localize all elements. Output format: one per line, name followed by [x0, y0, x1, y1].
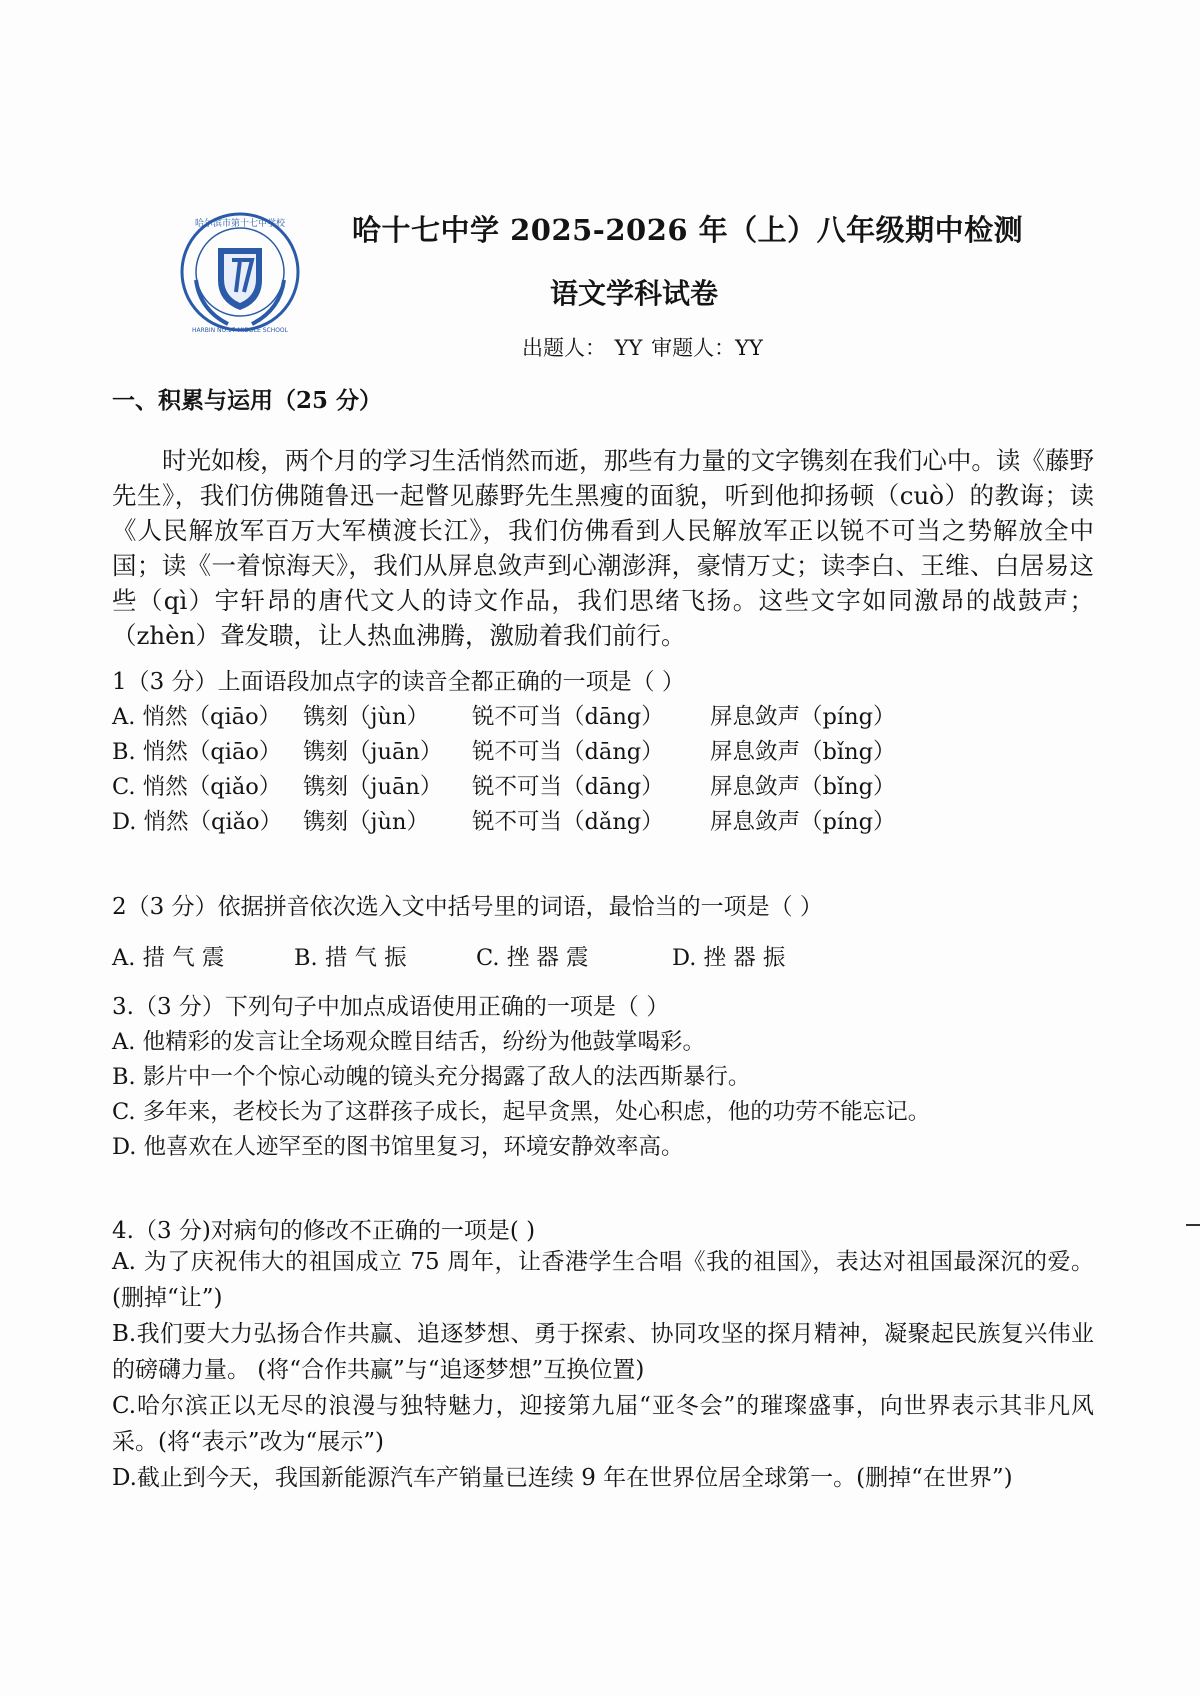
question-1-stem: 1（3 分）上面语段加点字的读音全都正确的一项是（ ） — [112, 669, 685, 695]
q1-option-c-1: C. 悄然（qiǎo） — [112, 774, 282, 800]
exam-authors: 出题人： YY 审题人：YY — [522, 336, 763, 360]
q2-option-c: C. 挫 器 震 — [476, 945, 589, 971]
q1-option-b-2: 镌刻（juān） — [303, 739, 443, 765]
question-4-stem: 4.（3 分)对病句的修改不正确的一项是( ) — [112, 1218, 536, 1244]
q3-option-c: C. 多年来，老校长为了这群孩子成长，起早贪黑，处心积虑，他的功劳不能忘记。 — [112, 1099, 931, 1125]
q1-option-c-2: 镌刻（juān） — [303, 774, 443, 800]
q1-option-d-2: 镌刻（jùn） — [303, 809, 429, 835]
q1-option-c-3: 锐不可当（dāng） — [472, 774, 664, 800]
q4-option-b: B.我们要大力弘扬合作共赢、追逐梦想、勇于探索、协同攻坚的探月精神，凝聚起民族复兴伟业的磅礴力量。 (将“合作共赢”与“追逐梦想”互换位置) — [112, 1321, 1094, 1383]
q4-option-d: D.截止到今天，我国新能源汽车产销量已连续 9 年在世界位居全球第一。(删掉“在世界”) — [112, 1465, 1013, 1491]
q1-option-a-1: A. 悄然（qiāo） — [112, 704, 282, 730]
q4-option-c: C.哈尔滨正以无尽的浪漫与独特魅力，迎接第九届“亚冬会”的璀璨盛事，向世界表示其非凡风采。(将“表示”改为“展示”) — [112, 1393, 1094, 1455]
q1-option-b-3: 锐不可当（dāng） — [472, 739, 664, 765]
q4-option-a: A. 为了庆祝伟大的祖国成立 75 周年，让香港学生合唱《我的祖国》，表达对祖国最深沉的爱。(删掉“让”) — [112, 1249, 1094, 1311]
q1-option-c-4: 屏息敛声（bǐng） — [710, 774, 896, 800]
school-emblem-logo — [178, 210, 303, 335]
q1-option-d-3: 锐不可当（dǎng） — [472, 809, 664, 835]
q1-option-d-4: 屏息敛声（píng） — [710, 809, 896, 835]
q1-option-b-1: B. 悄然（qiāo） — [112, 739, 282, 765]
q2-option-a: A. 措 气 震 — [112, 945, 225, 971]
q1-option-d-1: D. 悄然（qiǎo） — [112, 809, 283, 835]
q3-option-a: A. 他精彩的发言让全场观众瞠目结舌，纷纷为他鼓掌喝彩。 — [112, 1029, 706, 1055]
exam-subtitle: 语文学科试卷 — [550, 277, 719, 310]
svg-text:HARBIN NO.17 MIDDLE SCHOOL: HARBIN NO.17 MIDDLE SCHOOL — [191, 327, 289, 334]
q3-option-d: D. 他喜欢在人迹罕至的图书馆里复习，环境安静效率高。 — [112, 1134, 684, 1160]
question-3-stem: 3.（3 分）下列句子中加点成语使用正确的一项是（ ） — [112, 994, 670, 1020]
q1-option-a-4: 屏息敛声（píng） — [710, 704, 896, 730]
section-heading: 一、积累与运用（25 分） — [112, 387, 383, 414]
svg-text:哈尔滨市第十七中学校: 哈尔滨市第十七中学校 — [194, 219, 286, 229]
q2-option-b: B. 措 气 振 — [294, 945, 407, 971]
q2-option-d: D. 挫 器 振 — [672, 945, 786, 971]
q1-option-b-4: 屏息敛声（bǐng） — [710, 739, 896, 765]
q3-option-b: B. 影片中一个个惊心动魄的镜头充分揭露了敌人的法西斯暴行。 — [112, 1064, 751, 1090]
question-2-stem: 2（3 分）依据拼音依次选入文中括号里的词语，最恰当的一项是（ ） — [112, 894, 823, 920]
page-edge-mark — [1186, 1224, 1200, 1226]
q1-option-a-3: 锐不可当（dāng） — [472, 704, 664, 730]
reading-passage: 时光如梭，两个月的学习生活悄然而逝，那些有力量的文字镌刻在我们心中。读《藤野先生》，我们仿佛随鲁迅一起瞥见藤野先生黑瘦的面貌，听到他抑扬顿（cuò）的教诲；读《人民解放军百万大军横渡长江》，我们仿佛看到人民解放军正以锐不可当之势解放全中国；读《一着惊海天》，我们从屏息敛声到心潮澎湃，豪情万丈；读李白、王维、白居易这些（qì）宇轩昂的唐代文人的诗文作品，我们思绪飞扬。这些文字如同激昂的战鼓声；（zhèn）聋发聩，让人热血沸腾，激励着我们前行。 — [112, 446, 1094, 650]
q1-option-a-2: 镌刻（jùn） — [303, 704, 429, 730]
exam-title: 哈十七中学 2025-2026 年（上）八年级期中检测 — [352, 213, 1024, 247]
